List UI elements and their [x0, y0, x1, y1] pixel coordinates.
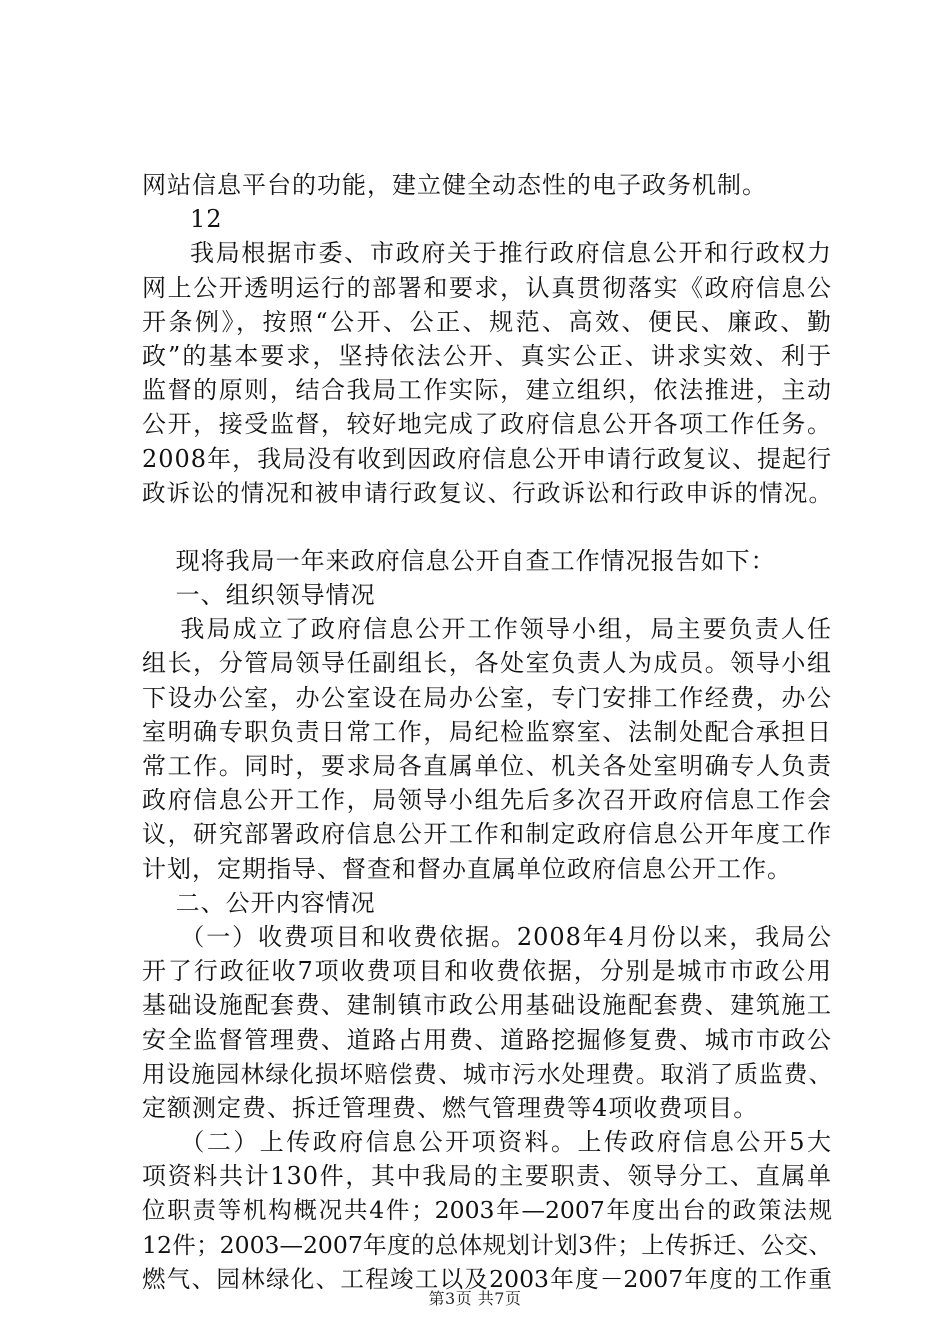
text-line: （一）收费项目和收费依据。2008年4月份以来，我局公 — [180, 922, 832, 951]
text-line: 下设办公室，办公室设在局办公室，专门安排工作经费，办公 — [142, 683, 832, 712]
text-line: 12件；2003—2007年度的总体规划计划3件；上传拆迁、公交、 — [142, 1230, 832, 1259]
text-line: 议，研究部署政府信息公开工作和制定政府信息公开年度工作 — [142, 820, 832, 849]
text-line: 定额测定费、拆迁管理费、燃气管理费等4项收费项目。 — [142, 1093, 759, 1122]
text-line: 政府信息公开工作，局领导小组先后多次召开政府信息工作会 — [142, 786, 832, 815]
text-line: 室明确专职负责日常工作，局纪检监察室、法制处配合承担日 — [142, 717, 832, 746]
text-line: 开条例》，按照“公开、公正、规范、高效、便民、廉政、勤 — [142, 307, 832, 336]
text-line: 2008年，我局没有收到因政府信息公开申请行政复议、提起行 — [142, 444, 833, 473]
paragraph-gap — [142, 510, 832, 544]
text-line: 一、组织领导情况 — [175, 581, 376, 610]
text-line: 燃气、园林绿化、工程竣工以及2003年度－2007年度的工作重 — [142, 1264, 832, 1293]
text-line: 计划，定期指导、督查和督办直属单位政府信息公开工作。 — [142, 854, 792, 883]
text-line: （二）上传政府信息公开项资料。上传政府信息公开5大 — [180, 1128, 832, 1157]
text-line: 政诉讼的情况和被申请行政复议、行政诉讼和行政申诉的情况。 — [142, 478, 832, 507]
text-line: 常工作。同时，要求局各直属单位、机关各处室明确专人负责 — [142, 752, 832, 780]
text-line: 政”的基本要求，坚持依法公开、真实公正、讲求实效、利于 — [142, 341, 832, 370]
text-line: 我局成立了政府信息公开工作领导小组，局主要负责人任 — [180, 615, 832, 644]
text-line: 开了行政征收7项收费项目和收费依据，分别是城市市政公用 — [142, 957, 832, 986]
text-line: 安全监督管理费、道路占用费、道路挖掘修复费、城市市政公 — [142, 1025, 832, 1054]
text-line: 基础设施配套费、建制镇市政公用基础设施配套费、建筑施工 — [142, 991, 832, 1020]
text-line: 项资料共计130件，其中我局的主要职责、领导分工、直属单 — [142, 1162, 832, 1191]
text-line: 我局根据市委、市政府关于推行政府信息公开和行政权力 — [190, 239, 832, 268]
text-line: 现将我局一年来政府信息公开自查工作情况报告如下： — [175, 546, 776, 575]
text-line: 组长，分管局领导任副组长，各处室负责人为成员。领导小组 — [142, 649, 832, 678]
text-line: 网上公开透明运行的部署和要求，认真贯彻落实《政府信息公 — [142, 273, 832, 302]
text-line: 位职责等机构概况共4件；2003年—2007年度出台的政策法规 — [142, 1196, 832, 1225]
document-body — [142, 168, 832, 1296]
text-line: 用设施园林绿化损坏赔偿费、城市污水处理费。取消了质监费、 — [142, 1059, 832, 1088]
text-line: 网站信息平台的功能，建立健全动态性的电子政务机制。 — [142, 171, 767, 199]
text-line: 二、公开内容情况 — [175, 888, 376, 917]
text-line: 公开，接受监督，较好地完成了政府信息公开各项工作任务。 — [142, 410, 832, 439]
text-line: 监督的原则，结合我局工作实际，建立组织，依法推进，主动 — [142, 376, 832, 405]
page-footer: 第3页 共7页 — [428, 1289, 522, 1308]
text-line: 12 — [190, 205, 223, 234]
